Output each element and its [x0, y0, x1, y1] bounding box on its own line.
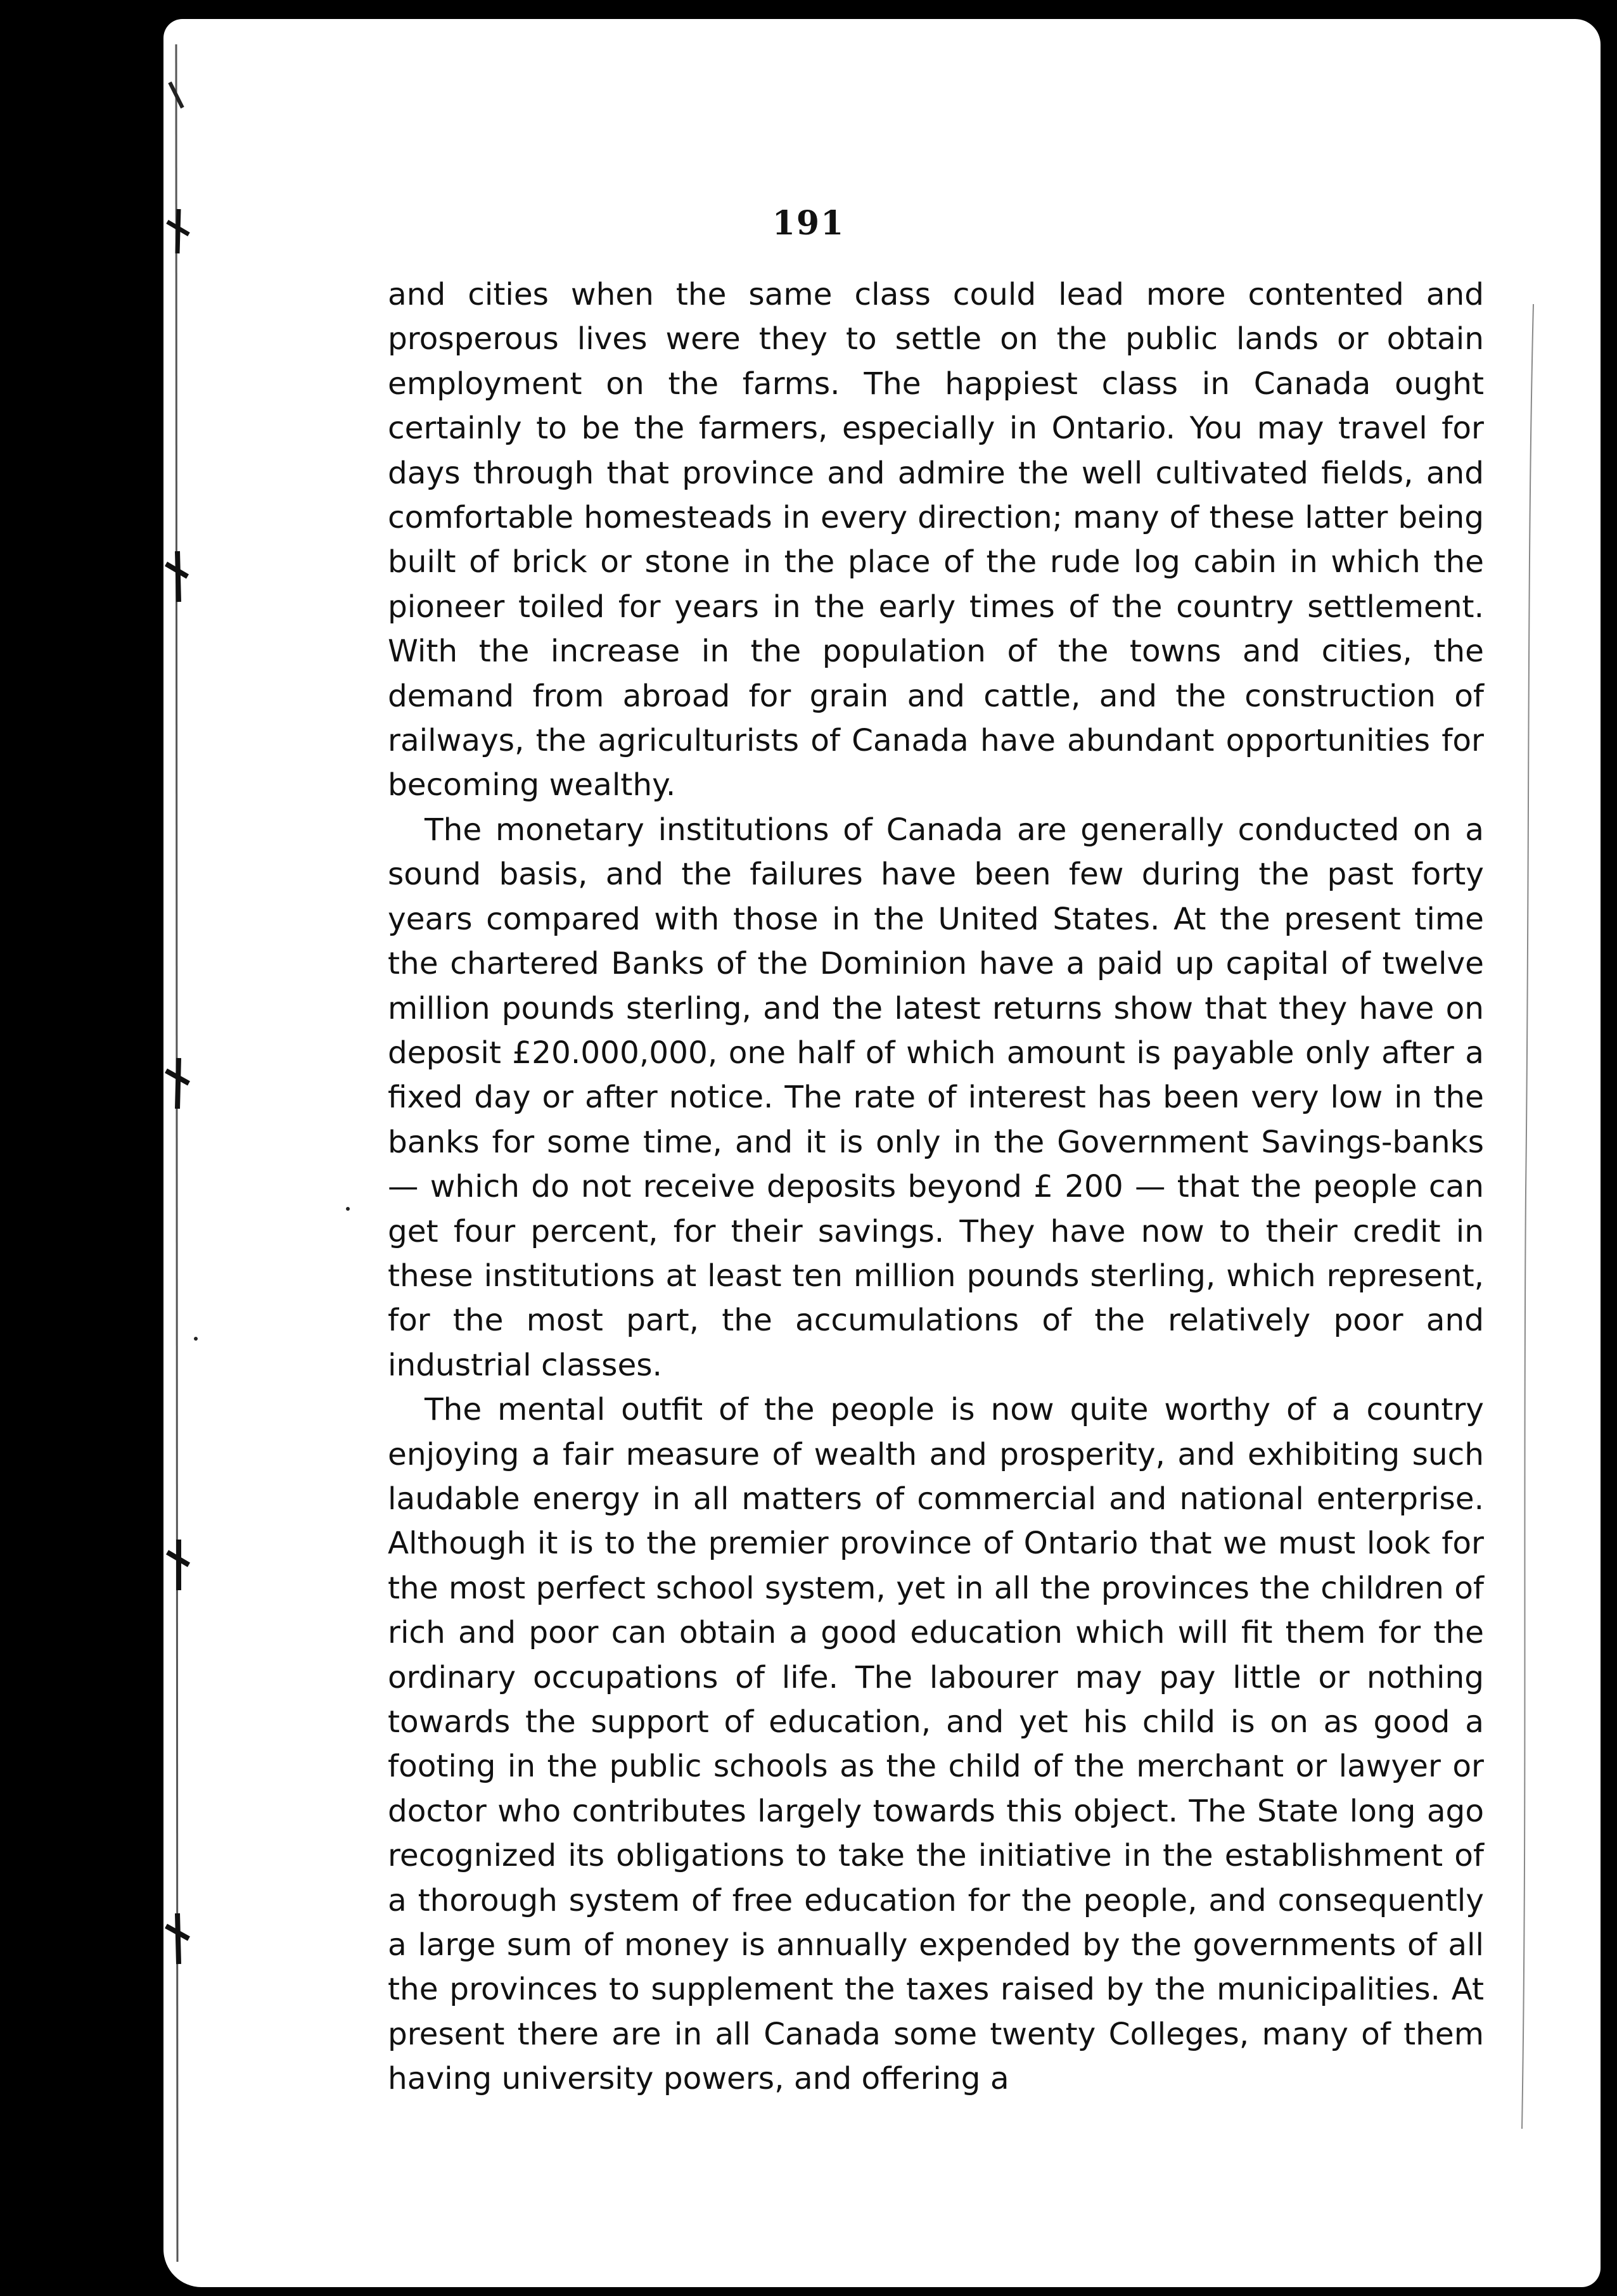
page-number: 191 [772, 204, 845, 243]
page-binding [163, 19, 199, 2287]
paragraph: and cities when the same class could lead more contented and prosperous lives were they to settle on the public lands or obtain employment on the farms. The happiest class in Canada ought certainly to be the farmers, especially in Ontario. You may travel for days through that province and admire the well cultivated fields, and comfortable homesteads in every direction; many of these latter being built of brick or stone in the place of the rude log cabin in which the pioneer toiled for years in the early times of the country settlement. With the increase in the population of the towns and cities, the demand from abroad for grain and cattle, and the construction of railways, the agriculturists of Canada have abundant opportunities for becoming wealthy. [388, 277, 1484, 803]
paragraph: The monetary institutions of Canada are generally conducted on a sound basis, and the failures have been few during the past forty years compared with those in the United States. At the present time the chartered Banks of the Dominion have a paid up capital of twelve million pounds sterling, and the latest returns show that they have on deposit £20.000,000, one half of which amount is payable only after a fixed day or after notice. The rate of interest has been very low in the banks for some time, and it is only in the Government Savings-banks — which do not receive deposits beyond £ 200 — that the people can get four percent, for their savings. They have now to their credit in these institutions at least ten million pounds sterling, which represent, for the most part, the accumulations of the relatively poor and industrial classes. [388, 812, 1484, 1383]
binding-thread [163, 19, 199, 2287]
page-curl-edge [1508, 304, 1546, 2141]
stitch-mark [166, 1913, 189, 1964]
paragraph: The mental outfit of the people is now quite worthy of a country enjoying a fair measure of wealth and prosperity, and exhibiting such laudable energy in all matters of commercial and national enterprise. Although it is to the premier province of Ontario that we must look for the most perfect school system, yet in all the provinces the children of rich and poor can obtain a good education which will fit them for the ordinary occupations of life. The labourer may pay little or nothing towards the support of education, and yet his child is on as good a footing in the public schools as the child of the merchant or lawyer or doctor who contributes largely towards this object. The State long ago recognized its obligations to take the initiative in the establishment of a thorough system of free education for the people, and consequently a large sum of money is annually expended by the governments of all the provinces to supplement the taxes raised by the municipalities. At present there are in all Canada some twenty Colleges, many of them having university powers, and offering a [388, 1392, 1484, 2097]
body-text [388, 272, 1484, 2101]
stitch-mark [167, 1540, 189, 1590]
margin-speck [346, 1207, 350, 1211]
stitch-mark [166, 1058, 189, 1109]
margin-speck [194, 1337, 198, 1341]
stitch-mark [166, 551, 188, 602]
